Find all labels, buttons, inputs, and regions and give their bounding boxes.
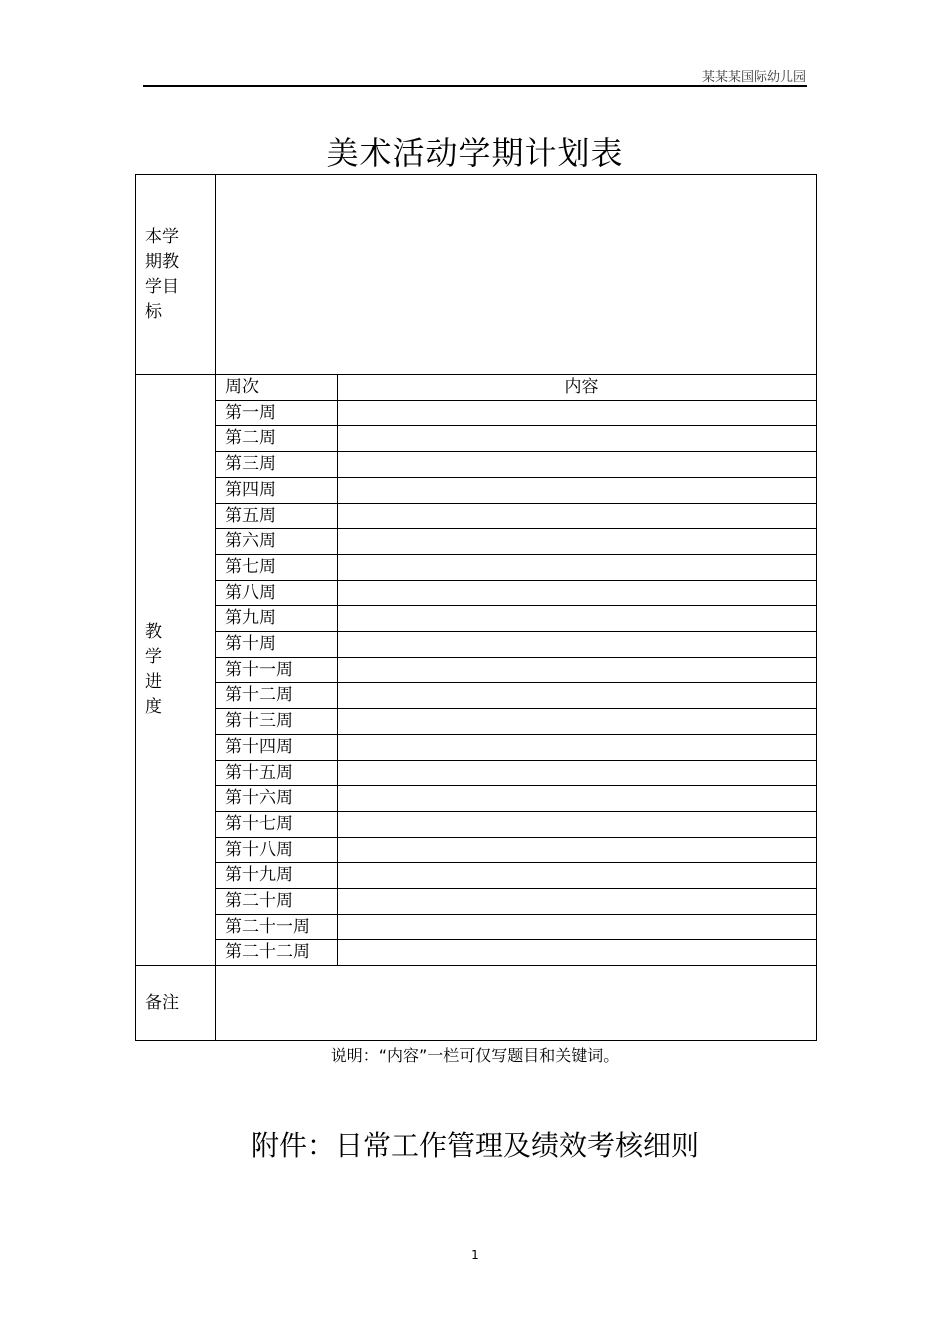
week-row	[136, 657, 817, 683]
goal-label-line: 期教	[145, 251, 179, 272]
goal-row	[136, 175, 817, 375]
week-label: 第五周	[216, 503, 338, 529]
progress-label-line: 学	[145, 647, 162, 668]
page-title: 美术活动学期计划表	[326, 134, 624, 172]
week-content-cell[interactable]	[338, 554, 817, 580]
week-content-cell[interactable]	[338, 452, 817, 478]
week-row	[136, 940, 817, 966]
goal-label-line: 学目	[145, 276, 179, 297]
week-label: 第二十周	[216, 889, 338, 915]
week-label: 第十二周	[216, 683, 338, 709]
week-row	[136, 863, 817, 889]
week-row	[136, 683, 817, 709]
progress-label-line: 进	[145, 672, 162, 693]
week-row	[136, 580, 817, 606]
week-label: 第二十二周	[216, 940, 338, 966]
week-row	[136, 426, 817, 452]
week-row	[136, 709, 817, 735]
week-content-cell[interactable]	[338, 837, 817, 863]
week-label: 第二十一周	[216, 914, 338, 940]
week-content-cell[interactable]	[338, 683, 817, 709]
remarks-label: 备注	[136, 966, 216, 1041]
progress-label-line: 教	[145, 622, 162, 643]
header-school-name: 某某某国际幼儿园	[701, 70, 806, 85]
week-content-cell[interactable]	[338, 580, 817, 606]
week-content-cell[interactable]	[338, 606, 817, 632]
week-label: 第十五周	[216, 760, 338, 786]
week-label: 第十六周	[216, 786, 338, 812]
week-content-cell[interactable]	[338, 889, 817, 915]
content-column-header: 内容	[338, 375, 817, 401]
week-row	[136, 477, 817, 503]
progress-header-row	[136, 375, 817, 401]
week-label: 第十八周	[216, 837, 338, 863]
week-label: 第十七周	[216, 811, 338, 837]
week-label: 第十九周	[216, 863, 338, 889]
attachment-title: 附件：日常工作管理及绩效考核细则	[250, 1129, 699, 1162]
header-divider	[143, 85, 807, 87]
week-label: 第十三周	[216, 709, 338, 735]
page-number: 1	[471, 1248, 479, 1262]
week-row	[136, 734, 817, 760]
week-row	[136, 529, 817, 555]
week-content-cell[interactable]	[338, 786, 817, 812]
week-column-header: 周次	[216, 375, 338, 401]
week-content-cell[interactable]	[338, 426, 817, 452]
week-label: 第七周	[216, 554, 338, 580]
week-row	[136, 503, 817, 529]
week-content-cell[interactable]	[338, 529, 817, 555]
remarks-row	[136, 966, 817, 1041]
plan-table	[135, 174, 817, 1041]
week-label: 第三周	[216, 452, 338, 478]
progress-label	[136, 375, 216, 966]
week-label: 第二周	[216, 426, 338, 452]
week-content-cell[interactable]	[338, 734, 817, 760]
week-row	[136, 786, 817, 812]
week-row	[136, 889, 817, 915]
week-label: 第九周	[216, 606, 338, 632]
week-row	[136, 811, 817, 837]
goal-content-cell[interactable]	[216, 175, 817, 375]
week-row	[136, 760, 817, 786]
week-label: 第四周	[216, 477, 338, 503]
week-row	[136, 554, 817, 580]
week-content-cell[interactable]	[338, 760, 817, 786]
week-label: 第十周	[216, 632, 338, 658]
week-content-cell[interactable]	[338, 940, 817, 966]
week-row	[136, 632, 817, 658]
week-label: 第十一周	[216, 657, 338, 683]
week-row	[136, 606, 817, 632]
remarks-content-cell[interactable]	[216, 966, 817, 1041]
week-content-cell[interactable]	[338, 657, 817, 683]
goal-label-line: 本学	[145, 226, 179, 247]
week-content-cell[interactable]	[338, 400, 817, 426]
week-row	[136, 837, 817, 863]
week-row	[136, 452, 817, 478]
week-row	[136, 914, 817, 940]
goal-label	[136, 175, 216, 375]
week-content-cell[interactable]	[338, 477, 817, 503]
week-content-cell[interactable]	[338, 914, 817, 940]
week-content-cell[interactable]	[338, 863, 817, 889]
week-content-cell[interactable]	[338, 709, 817, 735]
week-label: 第一周	[216, 400, 338, 426]
goal-label-line: 标	[145, 301, 162, 322]
week-content-cell[interactable]	[338, 632, 817, 658]
week-label: 第八周	[216, 580, 338, 606]
week-label: 第六周	[216, 529, 338, 555]
week-content-cell[interactable]	[338, 811, 817, 837]
week-content-cell[interactable]	[338, 503, 817, 529]
progress-label-line: 度	[145, 697, 162, 718]
week-label: 第十四周	[216, 734, 338, 760]
explanation-note: 说明：“内容”一栏可仅写题目和关键词。	[330, 1046, 620, 1065]
week-row	[136, 400, 817, 426]
